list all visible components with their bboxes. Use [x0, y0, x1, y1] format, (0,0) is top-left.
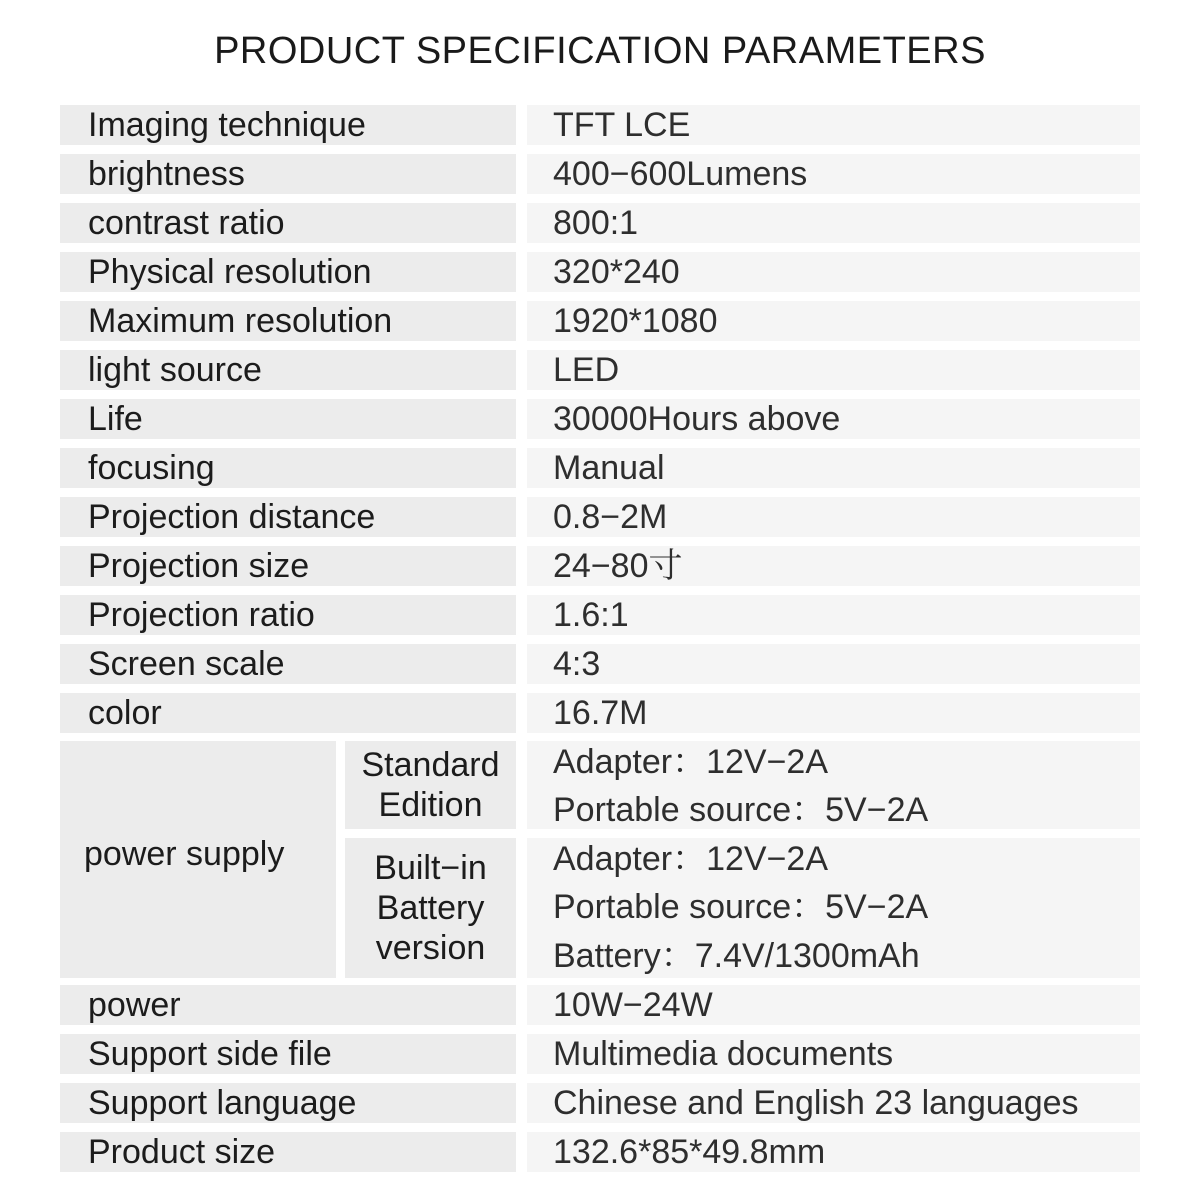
spec-label: Support side file [60, 1034, 516, 1074]
standard-edition-label-line1: Standard [361, 746, 500, 784]
spec-value: 132.6*85*49.8mm [527, 1132, 1140, 1172]
battery-version-label-line1: Built−in [374, 849, 487, 887]
spec-value: 24−80寸 [527, 546, 1140, 586]
spec-label: Projection size [60, 546, 516, 586]
power-supply-label: power supply [84, 835, 285, 873]
spec-value: Adapter：12V−2A [553, 743, 829, 781]
spec-label: Life [60, 399, 516, 439]
spec-value: 30000Hours above [527, 399, 1140, 439]
spec-value: 4:3 [527, 644, 1140, 684]
spec-value: 400−600Lumens [527, 154, 1140, 194]
battery-version-label-line3: version [375, 929, 486, 967]
spec-label: Screen scale [60, 644, 516, 684]
spec-label: brightness [60, 154, 516, 194]
spec-value: Battery：7.4V/1300mAh [553, 937, 920, 975]
power-supply-label-cell [60, 741, 336, 978]
standard-edition-cell [345, 741, 516, 829]
spec-value: Chinese and English 23 languages [527, 1083, 1140, 1123]
spec-label: focusing [60, 448, 516, 488]
spec-label: contrast ratio [60, 203, 516, 243]
spec-value: Adapter：12V−2A [553, 840, 829, 878]
spec-value: Multimedia documents [527, 1034, 1140, 1074]
spec-value: 1.6:1 [527, 595, 1140, 635]
spec-label: light source [60, 350, 516, 390]
spec-value: 800:1 [527, 203, 1140, 243]
spec-label: Physical resolution [60, 252, 516, 292]
spec-label: Imaging technique [60, 105, 516, 145]
page-title: PRODUCT SPECIFICATION PARAMETERS [214, 30, 986, 72]
spec-value: 10W−24W [527, 985, 1140, 1025]
spec-label: Projection ratio [60, 595, 516, 635]
spec-value: Portable source：5V−2A [553, 888, 929, 926]
spec-value: 320*240 [527, 252, 1140, 292]
spec-value: 0.8−2M [527, 497, 1140, 537]
standard-edition-label-line2: Edition [378, 786, 483, 824]
spec-label: Maximum resolution [60, 301, 516, 341]
spec-value: TFT LCE [527, 105, 1140, 145]
spec-value: LED [527, 350, 1140, 390]
spec-value: 16.7M [527, 693, 1140, 733]
spec-value: Portable source：5V−2A [553, 791, 929, 829]
battery-version-label-line2: Battery [376, 889, 485, 927]
battery-version-cell [345, 838, 516, 978]
spec-label: Support language [60, 1083, 516, 1123]
spec-value: Manual [527, 448, 1140, 488]
spec-value: 1920*1080 [527, 301, 1140, 341]
spec-label: color [60, 693, 516, 733]
spec-label: power [60, 985, 516, 1025]
spec-label: Product size [60, 1132, 516, 1172]
spec-label: Projection distance [60, 497, 516, 537]
